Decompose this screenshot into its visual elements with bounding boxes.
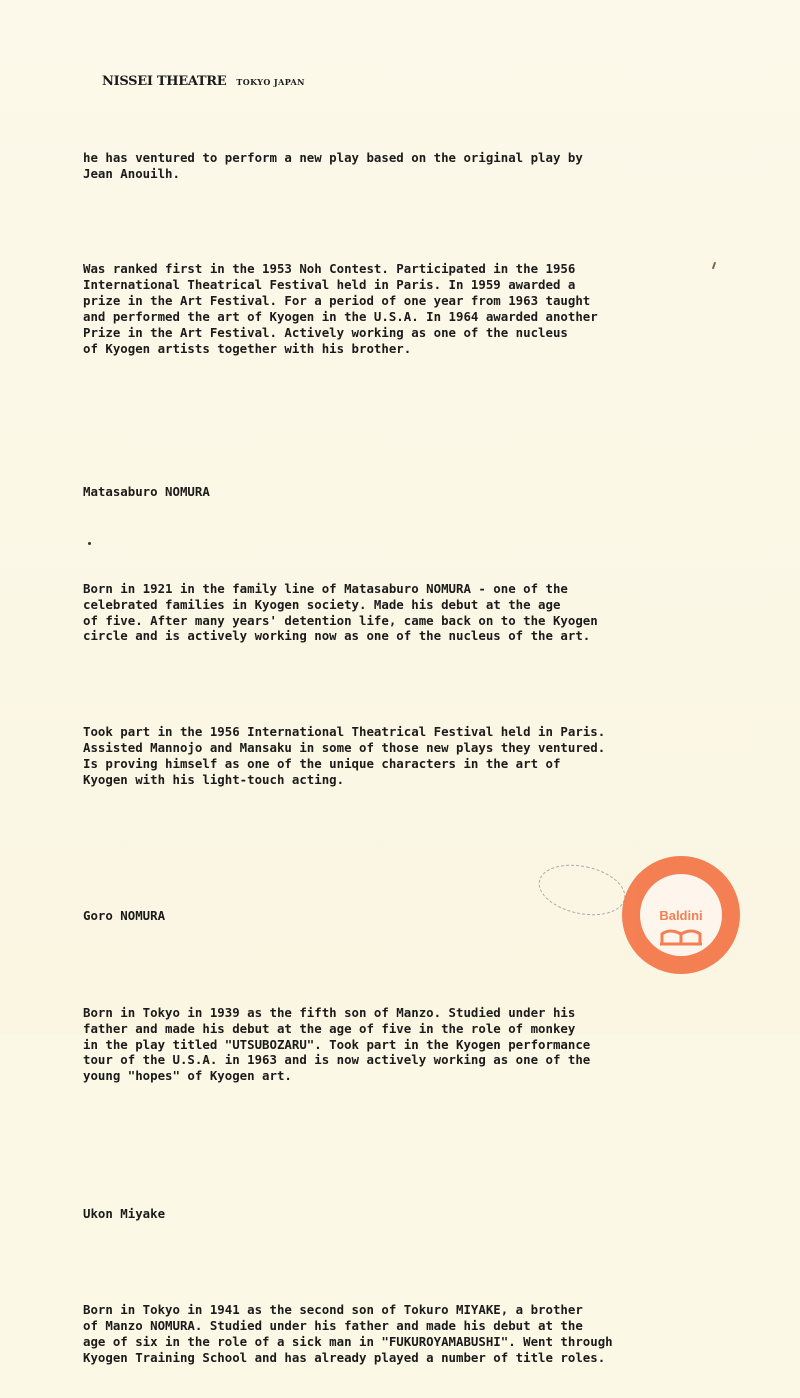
letterhead-name: NISSEI THEATRE <box>102 74 227 89</box>
section-heading-goro: Goro NOMURA <box>83 908 166 924</box>
ink-dot <box>88 542 91 545</box>
paragraph-matasaburo-1: Born in 1921 in the family line of Matasaburo NOMURA - one of the celebrated families in Kyogen society. Made his debut at the age of five. After many years' detention life, came back on to the Kyogen circle and is actively working now as one of the nucleus of the art. <box>83 580 598 644</box>
letterhead <box>102 70 305 89</box>
section-heading-ukon: Ukon Miyake <box>83 1205 166 1221</box>
paragraph-career: Was ranked first in the 1953 Noh Contest. Participated in the 1956 International Theatrical Festival held in Paris. In 1959 awarded a prize in the Art Festival. For a period of one year from 1963 taught and performed the art of Kyogen in the U.S.A. In 1964 awarded another Prize in the Art Festival. Actively working as one of the nucleus of Kyogen artists together with his brother. <box>83 261 598 356</box>
paragraph-ukon: Born in Tokyo in 1941 as the second son of Tokuro MIYAKE, a brother of Manzo NOMURA. Studied under his father and made his debut at the age of six in the role of a sick man in "FUKUROYAMABUSHI". Went through Kyogen Training School and has already played a number of title roles. <box>83 1302 613 1365</box>
baldini-library-logo <box>622 856 740 974</box>
letterhead-city: TOKYO JAPAN <box>236 77 305 87</box>
document-body <box>83 118 773 1398</box>
open-book-icon <box>660 926 702 946</box>
paragraph-intro: he has ventured to perform a new play based on the original play by Jean Anouilh. <box>83 149 583 181</box>
logo-name: Baldini <box>659 908 703 923</box>
logo-inner-disc <box>640 874 722 956</box>
section-heading-matasaburo: Matasaburo NOMURA <box>83 484 210 500</box>
paragraph-matasaburo-2: Took part in the 1956 International Theatrical Festival held in Paris. Assisted Mannojo and Mansaku in some of those new plays they ventured. Is proving himself as one of the unique characters in the art of Kyogen with his light-touch acting. <box>83 724 606 787</box>
paragraph-goro: Born in Tokyo in 1939 as the fifth son of Manzo. Studied under his father and made his debut at the age of five in the role of monkey in the play titled "UTSUBOZARU". Took part in the Kyogen performance tour of the U.S.A. in 1963 and is now actively working as one of the young "hopes" of Kyogen art. <box>83 1004 591 1084</box>
